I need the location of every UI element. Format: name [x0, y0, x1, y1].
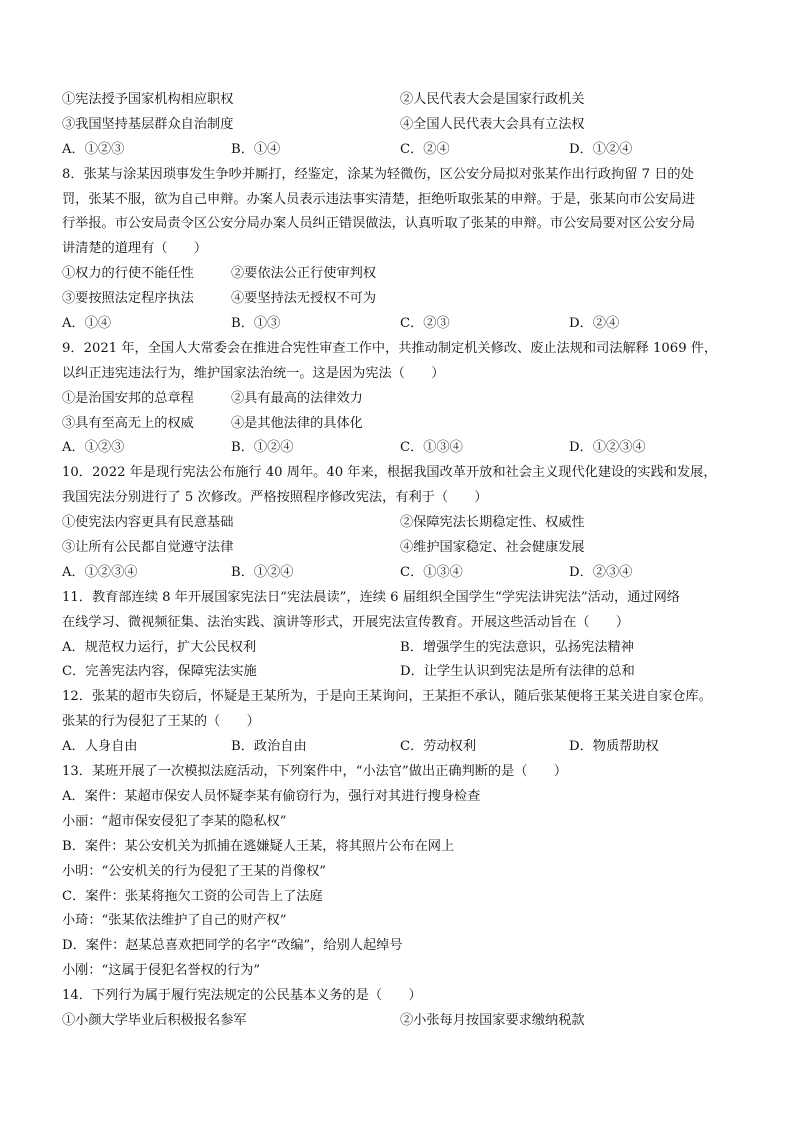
statement-option: ①是治国安邦的总章程: [62, 390, 194, 406]
statement-option: ②具有最高的法律效力: [231, 390, 363, 406]
question-stem: 13．某班开展了一次模拟法庭活动，下列案件中，“小法官”做出正确判断的是（ ）: [62, 764, 568, 780]
question-stem: 11．教育部连续 8 年开展国家宪法日“宪法晨读”，连续 6 届组织全国学生“学宪法讲宪法”活动，通过网络: [62, 589, 680, 605]
answer-choice: C．①③④: [400, 440, 463, 456]
answer-choice: D．①②③④: [569, 440, 646, 456]
case-line: A．案件：某超市保安人员怀疑李某有偷窃行为，强行对其进行搜身检查: [62, 788, 481, 804]
question-12: [62, 685, 738, 760]
answer-choice: A．①④: [62, 316, 112, 332]
answer-choice: D．②④: [569, 316, 620, 332]
statement-option: ②保障宪法长期稳定性、权威性: [400, 515, 585, 531]
case-line: D．案件：赵某总喜欢把同学的名字“改编”，给别人起绰号: [62, 938, 403, 954]
statement-option: ④是其他法律的具体化: [231, 415, 363, 431]
answer-choice: C．①③④: [400, 564, 463, 580]
answer-choice: D．让学生认识到宪法是所有法律的总和: [400, 664, 635, 680]
statement-option: ③具有至高无上的权威: [62, 415, 194, 431]
answer-choice: C．②③: [400, 316, 450, 332]
answer-choice: B．增强学生的宪法意识，弘扬宪法精神: [400, 639, 634, 655]
answer-row: [62, 561, 738, 586]
answer-choice: A．人身自由: [62, 739, 138, 755]
answer-row: [62, 312, 738, 337]
option-row: [62, 1009, 738, 1034]
case-line: C．案件：张某将拖欠工资的公司告上了法庭: [62, 888, 323, 904]
question-stem: 9．2021 年，全国人大常委会在推进合宪性审查工作中，共推动制定机关修改、废止法规和司法解释 1069 件，: [62, 340, 718, 356]
answer-choice: B．政治自由: [231, 739, 307, 755]
answer-choice: A．①②③④: [62, 564, 138, 580]
answer-choice: B．①③: [231, 316, 281, 332]
question-9: [62, 337, 738, 461]
option-row: [62, 536, 738, 561]
option-row: [62, 387, 738, 412]
judgment-line: 小刚：“这属于侵犯名誉权的行为”: [62, 963, 261, 979]
statement-option: ③我国坚持基层群众自治制度: [62, 116, 234, 132]
statement-option: ②人民代表大会是国家行政机关: [400, 92, 585, 107]
answer-choice: B．①④: [231, 141, 281, 157]
statement-option: ③让所有公民都自觉遵守法律: [62, 540, 234, 556]
question-11: [62, 586, 738, 686]
question-stem: 10．2022 年是现行宪法公布施行 40 周年。40 年来，根据我国改革开放和社会主义现代化建设的实践和发展，: [62, 465, 717, 481]
statement-option: ①小颜大学毕业后积极报名参军: [62, 1012, 247, 1028]
judgment-line: 小琦：“张某依法维护了自己的财产权”: [62, 913, 287, 929]
option-row: [62, 412, 738, 437]
statement-option: ①宪法授予国家机构相应职权: [62, 92, 234, 107]
option-row: [62, 262, 738, 287]
answer-choice: C．②④: [400, 141, 450, 157]
question-13: [62, 760, 738, 984]
statement-option: ③要按照法定程序执法: [62, 291, 194, 307]
statement-option: ④要坚持法无授权不可为: [231, 291, 377, 307]
question-stem: 在线学习、微视频征集、法治实践、演讲等形式，开展宪法宣传教育。开展这些活动旨在（ ）: [62, 614, 630, 630]
answer-choice: D．物质帮助权: [569, 739, 659, 755]
question-stem: 12．张某的超市失窃后，怀疑是王某所为，于是向王某询问，王某拒不承认，随后张某便将王某关进自家仓库。: [62, 689, 712, 705]
answer-row: [62, 436, 738, 461]
answer-choice: D．①②④: [569, 141, 633, 157]
statement-option: ④维护国家稳定、社会健康发展: [400, 540, 585, 556]
question-8: [62, 163, 738, 337]
question-stem: 行举报。市公安局责令区公安分局办案人员纠正错误做法，认真听取了张某的申辩。市公安局要对区公安分局: [62, 216, 695, 232]
answer-row: [62, 660, 738, 685]
statement-option: ①使宪法内容更具有民意基础: [62, 515, 234, 531]
answer-row: [62, 138, 738, 163]
answer-choice: A．规范权力运行，扩大公民权利: [62, 639, 257, 655]
question-14: [62, 984, 738, 1034]
option-row: [62, 88, 738, 113]
question-stem: 以纠正违宪违法行为，维护国家法治统一。这是因为宪法（ ）: [62, 365, 445, 381]
statement-option: ④全国人民代表大会具有立法权: [400, 116, 585, 132]
option-row: [62, 113, 738, 138]
answer-choice: A．①②③: [62, 440, 125, 456]
answer-choice: B．①②④: [231, 564, 294, 580]
question-stem: 我国宪法分别进行了 5 次修改。严格按照程序修改宪法，有利于（ ）: [62, 490, 488, 506]
case-line: B．案件：某公安机关为抓捕在逃嫌疑人王某，将其照片公布在网上: [62, 838, 455, 854]
statement-option: ②小张每月按国家要求缴纳税款: [400, 1012, 585, 1028]
answer-choice: B．①②④: [231, 440, 294, 456]
answer-choice: D．②③④: [569, 564, 633, 580]
option-row: [62, 511, 738, 536]
question-stem: 8．张某与涂某因琐事发生争吵并厮打，经鉴定，涂某为轻微伤，区公安分局拟对张某作出行政拘留 7 日的处: [62, 166, 694, 182]
judgment-line: 小丽：“超市保安侵犯了李某的隐私权”: [62, 813, 287, 829]
question-stem: 罚，张某不服，欲为自己申辩。办案人员表示违法事实清楚，拒绝听取张某的申辩。于是，张某向市公安局进: [62, 191, 695, 207]
statement-option: ①权力的行使不能任性: [62, 266, 194, 282]
question-stem: 张某的行为侵犯了王某的（ ）: [62, 714, 260, 730]
statement-option: ②要依法公正行使审判权: [231, 266, 377, 282]
question-10: [62, 461, 738, 585]
question-stem: 14．下列行为属于履行宪法规定的公民基本义务的是（ ）: [62, 988, 422, 1004]
answer-row: [62, 636, 738, 661]
answer-choice: A．①②③: [62, 141, 125, 157]
answer-choice: C．完善宪法内容，保障宪法实施: [62, 664, 257, 680]
exam-content: [62, 88, 738, 1034]
answer-choice: C．劳动权利: [400, 739, 477, 755]
judgment-line: 小明：“公安机关的行为侵犯了王某的肖像权”: [62, 863, 327, 879]
option-row: [62, 287, 738, 312]
answer-row: [62, 735, 738, 760]
question-stem: 讲清楚的道理有（ ）: [62, 241, 208, 257]
